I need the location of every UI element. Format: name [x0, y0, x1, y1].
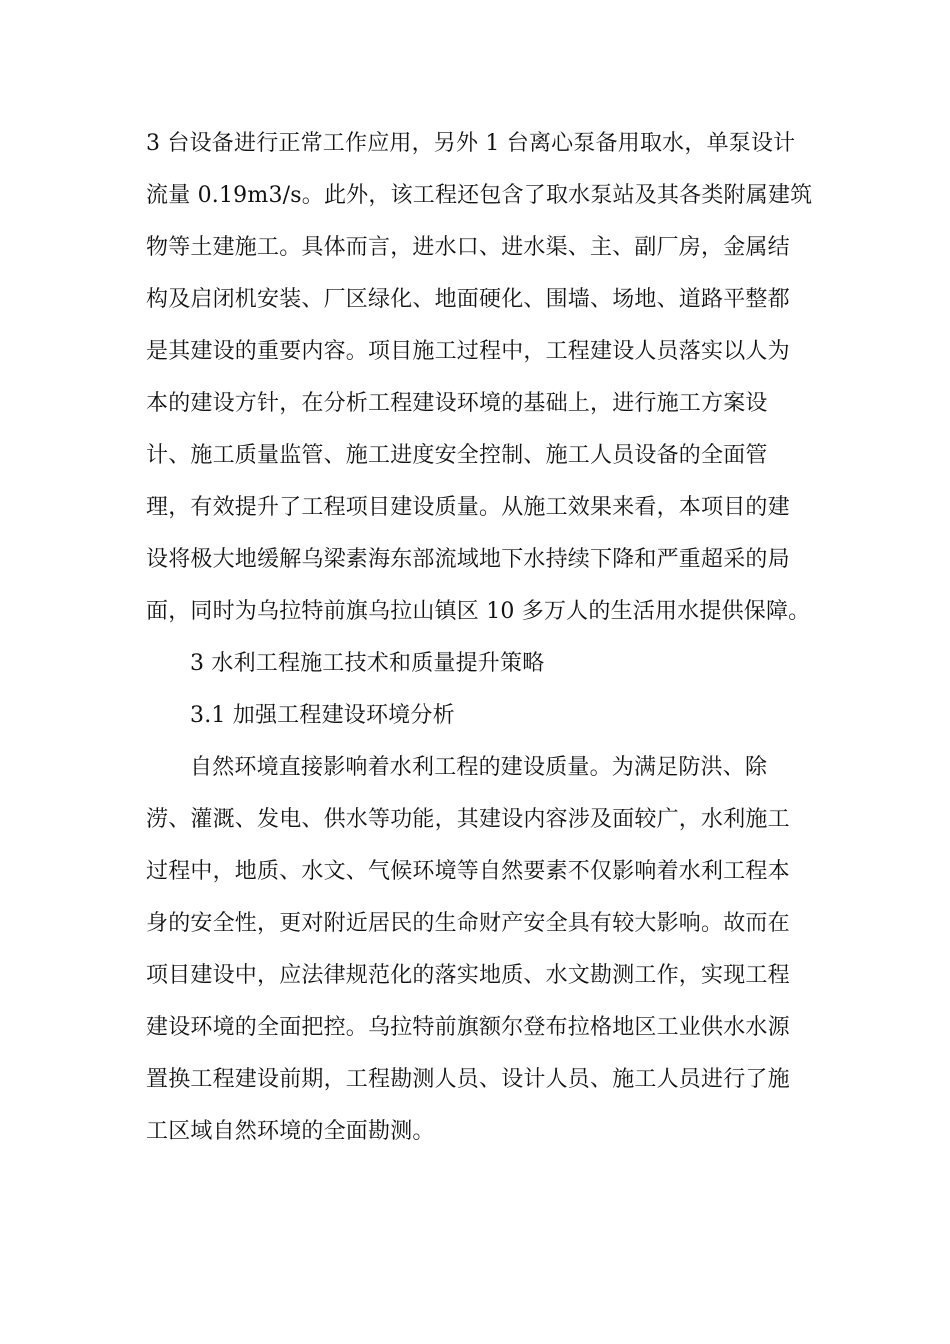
- body-line: 项目建设中，应法律规范化的落实地质、水文勘测工作，实现工程: [146, 963, 790, 988]
- body-line: 是其建设的重要内容。项目施工过程中，工程建设人员落实以人为: [146, 339, 790, 364]
- body-line: 计、施工质量监管、施工进度安全控制、施工人员设备的全面管: [146, 443, 768, 468]
- body-line: 身的安全性，更对附近居民的生命财产安全具有较大影响。故而在: [146, 911, 790, 936]
- body-line: 流量 0.19m3/s。此外，该工程还包含了取水泵站及其各类附属建筑: [146, 183, 813, 208]
- body-line: 过程中，地质、水文、气候环境等自然要素不仅影响着水利工程本: [146, 859, 790, 884]
- body-line: 理，有效提升了工程项目建设质量。从施工效果来看，本项目的建: [146, 495, 790, 520]
- paragraph-first-line: 自然环境直接影响着水利工程的建设质量。为满足防洪、除: [190, 755, 768, 780]
- body-line: 设将极大地缓解乌梁素海东部流域地下水持续下降和严重超采的局: [146, 547, 790, 572]
- body-line: 工区域自然环境的全面勘测。: [146, 1119, 435, 1144]
- body-line: 构及启闭机安装、厂区绿化、地面硬化、围墙、场地、道路平整都: [146, 287, 790, 312]
- section-heading: 3 水利工程施工技术和质量提升策略: [190, 651, 545, 676]
- body-line: 置换工程建设前期，工程勘测人员、设计人员、施工人员进行了施: [146, 1067, 790, 1092]
- body-line: 建设环境的全面把控。乌拉特前旗额尔登布拉格地区工业供水水源: [146, 1015, 790, 1040]
- body-line: 物等土建施工。具体而言，进水口、进水渠、主、副厂房，金属结: [146, 235, 790, 260]
- subsection-heading: 3.1 加强工程建设环境分析: [190, 703, 455, 728]
- body-line: 本的建设方针，在分析工程建设环境的基础上，进行施工方案设: [146, 391, 768, 416]
- body-line: 涝、灌溉、发电、供水等功能，其建设内容涉及面较广，水利施工: [146, 807, 790, 832]
- document-body: [146, 118, 813, 1158]
- body-line: 3 台设备进行正常工作应用，另外 1 台离心泵备用取水，单泵设计: [146, 131, 796, 156]
- body-line: 面，同时为乌拉特前旗乌拉山镇区 10 多万人的生活用水提供保障。: [146, 599, 811, 624]
